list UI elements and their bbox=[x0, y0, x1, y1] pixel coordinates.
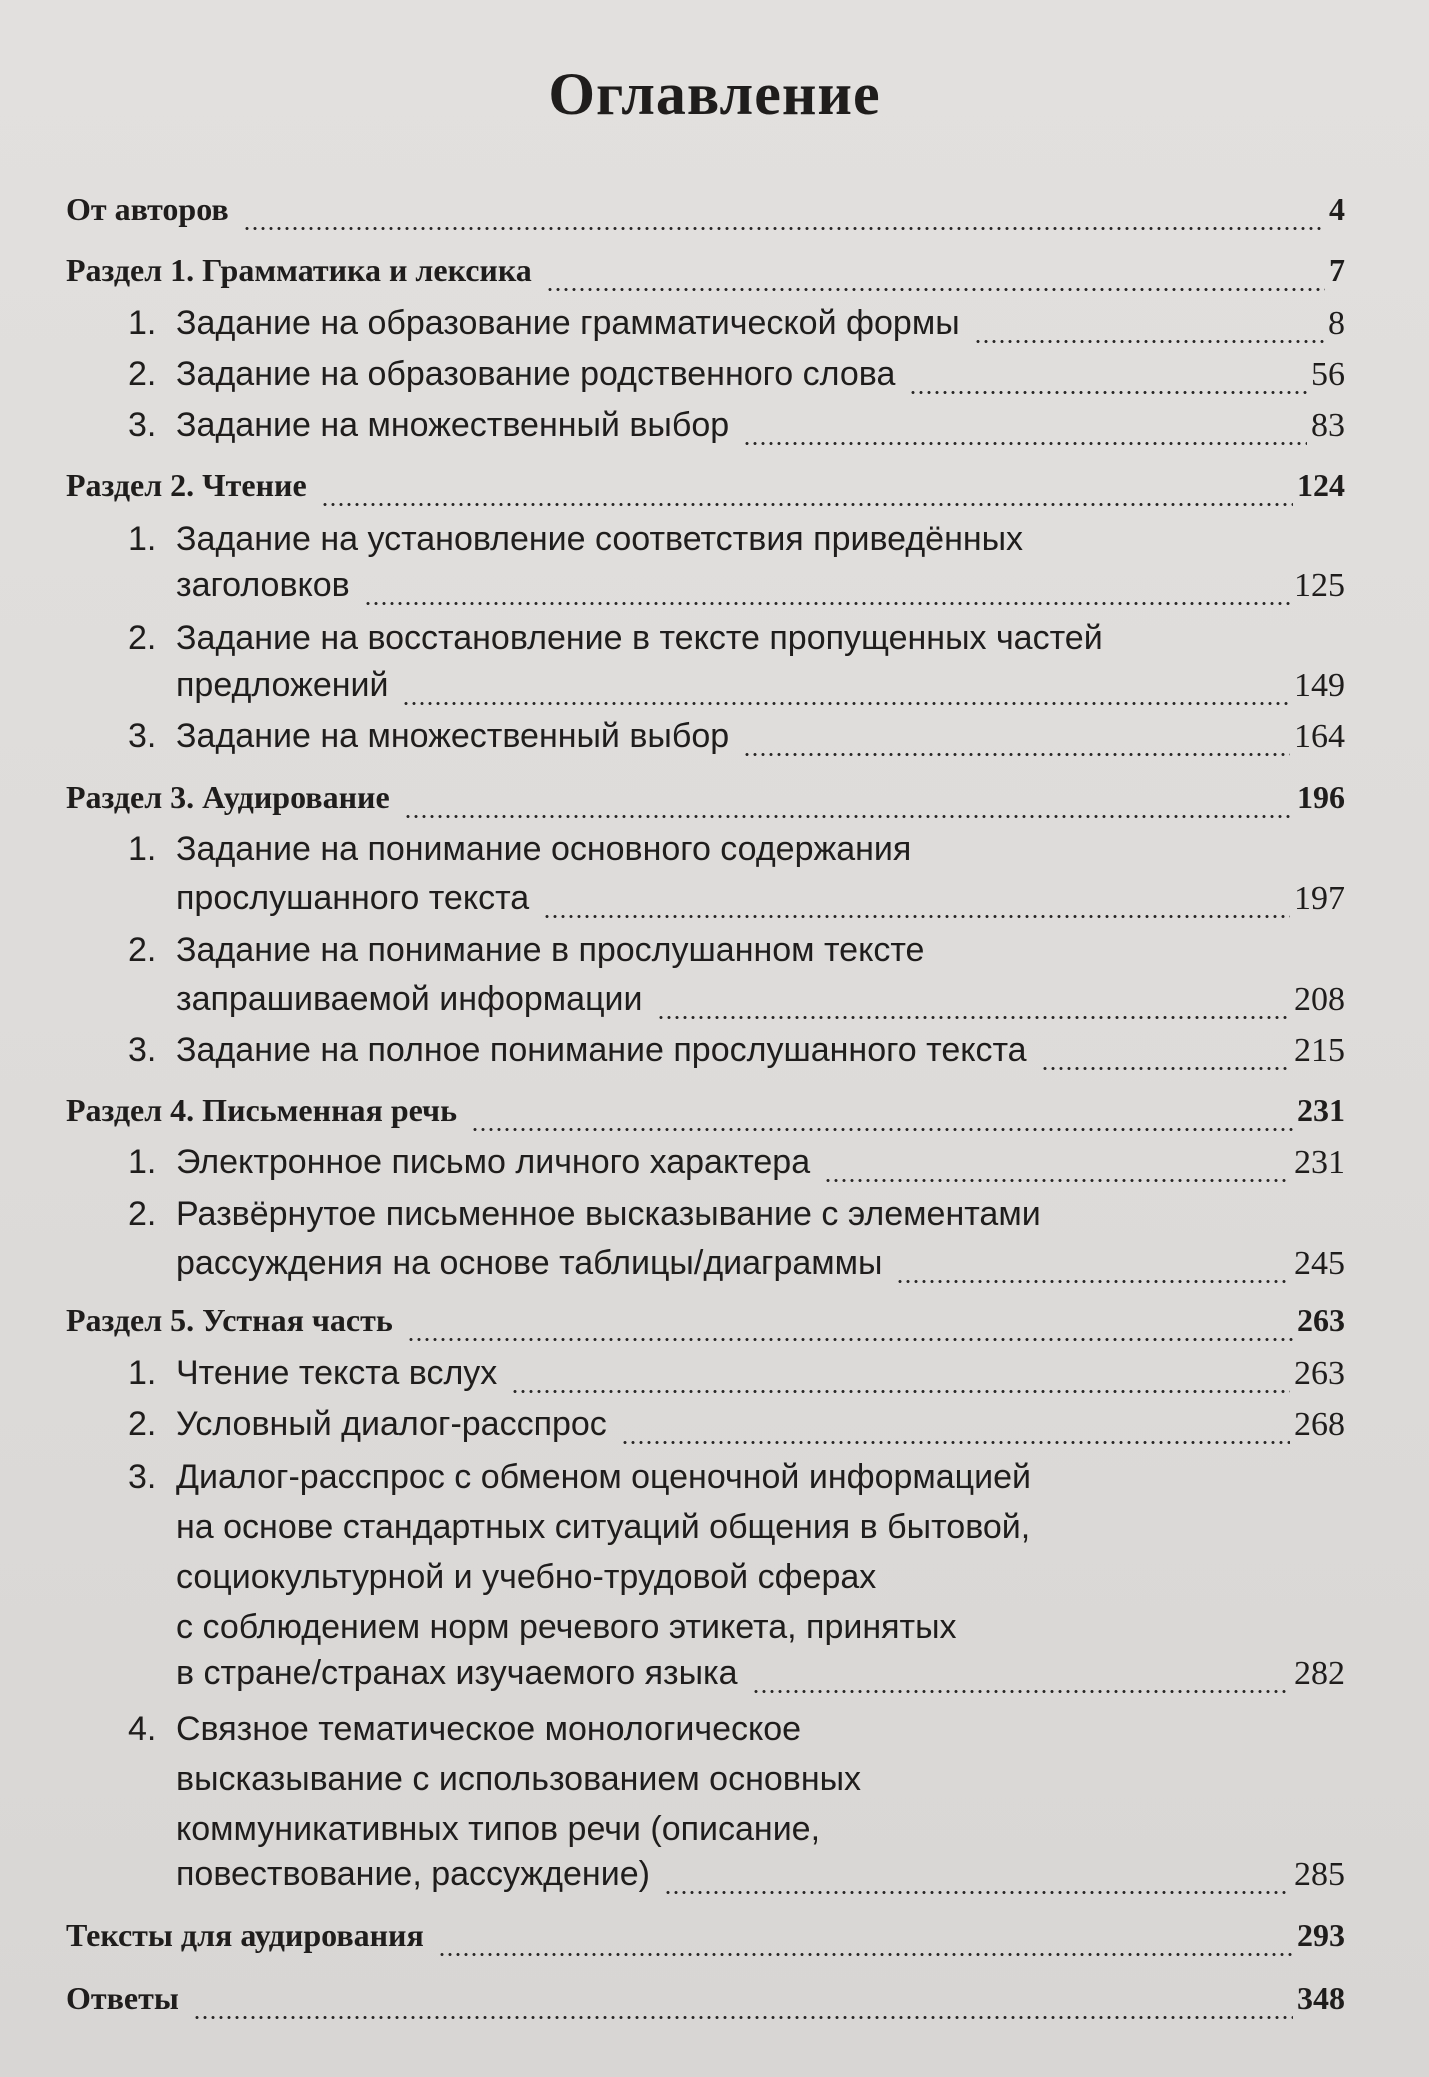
dot-leader bbox=[743, 753, 1290, 756]
toc-entry-label: От авторов bbox=[66, 191, 229, 227]
item-label: Чтение текста вслух bbox=[176, 1354, 498, 1392]
toc-page-number: 348 bbox=[1297, 1980, 1345, 2016]
toc-item-line bbox=[128, 1458, 1031, 1497]
toc-item[interactable] bbox=[176, 1244, 1345, 1296]
toc-item-line: на основе стандартных ситуаций общения в бытовой, bbox=[176, 1508, 1031, 1546]
item-label: Развёрнутое письменное высказывание с элементами bbox=[176, 1195, 1041, 1233]
toc-item[interactable] bbox=[176, 879, 1345, 931]
dot-leader bbox=[511, 1390, 1290, 1393]
dot-leader bbox=[657, 1016, 1290, 1019]
toc-item[interactable] bbox=[128, 1031, 1345, 1083]
item-number: 4. bbox=[128, 1710, 157, 1748]
toc-item[interactable] bbox=[128, 717, 1345, 769]
item-number: 2. bbox=[128, 355, 157, 393]
toc-section-5[interactable] bbox=[66, 1302, 1345, 1354]
item-label: Условный диалог-расспрос bbox=[176, 1405, 607, 1443]
item-label: Задание на восстановление в тексте пропущенных частей bbox=[176, 619, 1103, 657]
dot-leader bbox=[546, 288, 1325, 291]
dot-leader bbox=[743, 442, 1307, 445]
toc-page-number: 197 bbox=[1294, 880, 1345, 917]
item-label: повествование, рассуждение) bbox=[176, 1855, 650, 1893]
toc-entry-label: Тексты для аудирования bbox=[66, 1917, 424, 1953]
toc-item[interactable] bbox=[128, 304, 1345, 356]
item-number: 1. bbox=[128, 304, 157, 342]
toc-section-2[interactable] bbox=[66, 467, 1345, 519]
item-number: 3. bbox=[128, 717, 157, 755]
toc-entry-listening-texts[interactable] bbox=[66, 1917, 1345, 1969]
toc-item-line bbox=[128, 619, 1103, 658]
item-number: 3. bbox=[128, 1031, 157, 1069]
dot-leader bbox=[471, 1128, 1293, 1131]
dot-leader bbox=[1041, 1067, 1290, 1070]
toc-page-number: 124 bbox=[1297, 467, 1345, 503]
item-label: Задание на понимание основного содержания bbox=[176, 830, 912, 868]
toc-section-3[interactable] bbox=[66, 779, 1345, 831]
toc-item[interactable] bbox=[128, 406, 1345, 458]
item-label: предложений bbox=[176, 666, 389, 704]
dot-leader bbox=[321, 503, 1293, 506]
toc-entry-answers[interactable] bbox=[66, 1980, 1345, 2032]
toc-page-number: 245 bbox=[1294, 1245, 1345, 1282]
toc-item[interactable] bbox=[128, 1354, 1345, 1406]
toc-item[interactable] bbox=[128, 355, 1345, 407]
item-label: рассуждения на основе таблицы/диаграммы bbox=[176, 1244, 883, 1282]
toc-item[interactable] bbox=[176, 666, 1345, 718]
toc-item-line bbox=[128, 830, 911, 869]
item-number: 3. bbox=[128, 1458, 157, 1496]
item-number: 1. bbox=[128, 830, 157, 868]
toc-section-1[interactable] bbox=[66, 252, 1345, 304]
toc-section-label: Раздел 4. Письменная речь bbox=[66, 1092, 457, 1128]
item-label: Задание на полное понимание прослушанного текста bbox=[176, 1031, 1027, 1069]
item-number: 1. bbox=[128, 520, 157, 558]
dot-leader bbox=[752, 1690, 1290, 1693]
toc-item[interactable] bbox=[176, 1654, 1345, 1706]
item-label: Задание на понимание в прослушанном тексте bbox=[176, 931, 925, 969]
toc-item[interactable] bbox=[128, 1143, 1345, 1195]
item-number: 2. bbox=[128, 619, 157, 657]
dot-leader bbox=[909, 391, 1307, 394]
dot-leader bbox=[404, 815, 1293, 818]
item-label: Задание на образование грамматической формы bbox=[176, 304, 960, 342]
item-label: запрашиваемой информации bbox=[176, 980, 643, 1018]
dot-leader bbox=[438, 1953, 1293, 1956]
toc-item-line: коммуникативных типов речи (описание, bbox=[176, 1810, 821, 1848]
toc-entry-from-authors[interactable] bbox=[66, 191, 1345, 243]
toc-entry-label: Ответы bbox=[66, 1980, 179, 2016]
page-title: Оглавление bbox=[548, 61, 881, 127]
toc-section-label: Раздел 1. Грамматика и лексика bbox=[66, 252, 532, 288]
item-label: прослушанного текста bbox=[176, 879, 530, 917]
toc-item[interactable] bbox=[176, 980, 1345, 1032]
dot-leader bbox=[824, 1179, 1290, 1182]
item-number: 1. bbox=[128, 1354, 157, 1392]
item-number: 1. bbox=[128, 1143, 157, 1181]
item-label: Связное тематическое монологическое bbox=[176, 1710, 802, 1748]
toc-section-label: Раздел 5. Устная часть bbox=[66, 1302, 393, 1338]
dot-leader bbox=[896, 1280, 1290, 1283]
toc-page-number: 196 bbox=[1297, 779, 1345, 815]
toc-page-number: 231 bbox=[1297, 1092, 1345, 1128]
toc-page-number: 293 bbox=[1297, 1917, 1345, 1953]
dot-leader bbox=[364, 602, 1290, 605]
toc-page-number: 208 bbox=[1294, 981, 1345, 1018]
toc-item-line bbox=[128, 1195, 1041, 1234]
toc-item-line: с соблюдением норм речевого этикета, принятых bbox=[176, 1608, 957, 1646]
toc-item-line bbox=[128, 931, 924, 970]
toc-page-number: 282 bbox=[1294, 1655, 1345, 1692]
item-label: Задание на множественный выбор bbox=[176, 406, 730, 444]
dot-leader bbox=[193, 2016, 1293, 2019]
item-label: Диалог-расспрос с обменом оценочной информацией bbox=[176, 1458, 1032, 1496]
toc-page-number: 263 bbox=[1294, 1355, 1345, 1392]
dot-leader bbox=[243, 227, 1325, 230]
item-label: заголовков bbox=[176, 566, 350, 604]
item-number: 2. bbox=[128, 1405, 157, 1443]
dot-leader bbox=[621, 1441, 1290, 1444]
item-number: 3. bbox=[128, 406, 157, 444]
toc-section-4[interactable] bbox=[66, 1092, 1345, 1144]
dot-leader bbox=[543, 915, 1290, 918]
item-label: Задание на установление соответствия приведённых bbox=[176, 520, 1024, 558]
item-number: 2. bbox=[128, 1195, 157, 1233]
dot-leader bbox=[402, 702, 1290, 705]
toc-page-number: 56 bbox=[1311, 356, 1345, 393]
item-label: в стране/странах изучаемого языка bbox=[176, 1654, 738, 1692]
toc-page-number: 7 bbox=[1329, 252, 1345, 288]
dot-leader bbox=[407, 1338, 1293, 1341]
toc-item[interactable] bbox=[176, 566, 1345, 618]
toc-item[interactable] bbox=[176, 1855, 1345, 1907]
toc-item-line bbox=[128, 520, 1023, 559]
toc-page-number: 149 bbox=[1294, 667, 1345, 704]
item-label: Электронное письмо личного характера bbox=[176, 1143, 811, 1181]
toc-section-label: Раздел 3. Аудирование bbox=[66, 779, 390, 815]
toc-section-label: Раздел 2. Чтение bbox=[66, 467, 307, 503]
toc-page-number: 164 bbox=[1294, 718, 1345, 755]
toc-item-line: высказывание с использованием основных bbox=[176, 1760, 862, 1798]
toc-page-number: 285 bbox=[1294, 1856, 1345, 1893]
toc-page-number: 215 bbox=[1294, 1032, 1345, 1069]
item-label: Задание на множественный выбор bbox=[176, 717, 730, 755]
toc-item-line: социокультурной и учебно-трудовой сферах bbox=[176, 1558, 877, 1596]
toc-page-number: 83 bbox=[1311, 407, 1345, 444]
toc-page-number: 268 bbox=[1294, 1406, 1345, 1443]
toc-page-number: 8 bbox=[1328, 305, 1345, 342]
dot-leader bbox=[664, 1891, 1290, 1894]
item-number: 2. bbox=[128, 931, 157, 969]
toc-page-number: 263 bbox=[1297, 1302, 1345, 1338]
toc-page-number: 231 bbox=[1294, 1144, 1345, 1181]
toc-page-number: 4 bbox=[1329, 191, 1345, 227]
toc-page-number: 125 bbox=[1294, 567, 1345, 604]
toc-item[interactable] bbox=[128, 1405, 1345, 1457]
toc-item-line bbox=[128, 1710, 801, 1749]
dot-leader bbox=[974, 340, 1324, 343]
item-label: Задание на образование родственного слова bbox=[176, 355, 896, 393]
